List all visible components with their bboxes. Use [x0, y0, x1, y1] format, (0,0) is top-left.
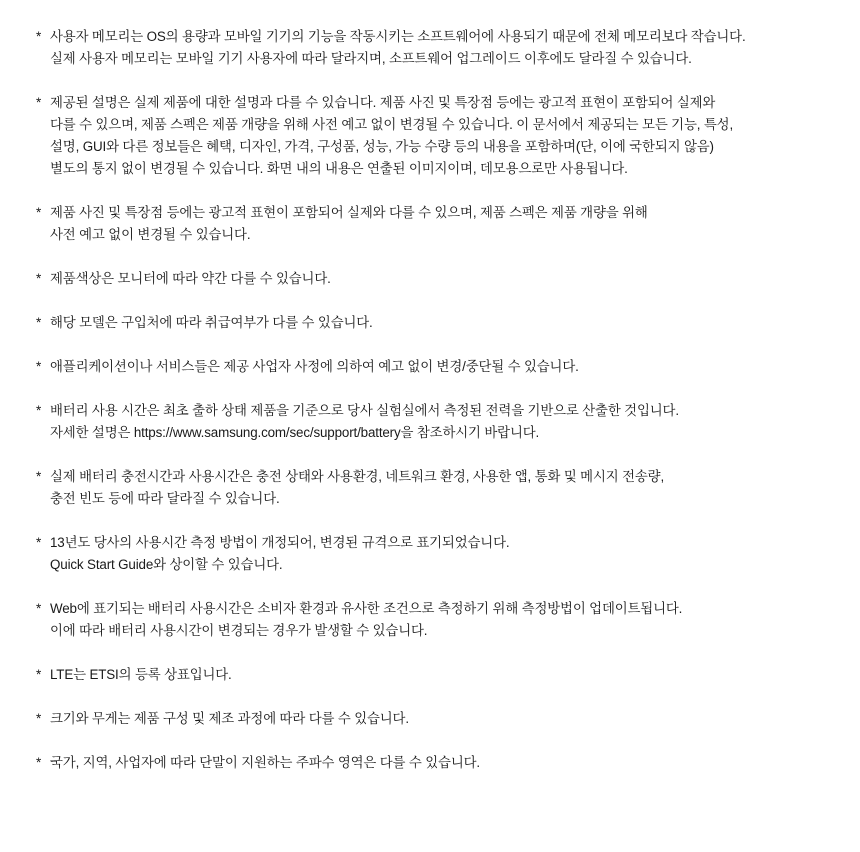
- note-measurement-method: [36, 532, 830, 576]
- note-line: 크기와 무게는 제품 구성 및 제조 과정에 따라 다를 수 있습니다.: [50, 711, 409, 726]
- bullet-marker: *: [36, 667, 42, 682]
- note-line: 자세한 설명은 https://www.samsung.com/sec/support/battery을 참조하시기 바랍니다.: [50, 425, 540, 440]
- note-text: [50, 752, 830, 774]
- note-line: 별도의 통지 없이 변경될 수 있습니다. 화면 내의 내용은 연출된 이미지이며, 데모용으로만 사용됩니다.: [50, 161, 628, 176]
- note-text: [50, 532, 830, 576]
- note-text: [50, 356, 830, 378]
- bullet-marker: *: [36, 469, 42, 484]
- note-line: 해당 모델은 구입처에 따라 취급여부가 다를 수 있습니다.: [50, 315, 373, 330]
- bullet-marker: *: [36, 315, 42, 330]
- note-battery-usage-time: [36, 400, 830, 444]
- note-text: [50, 202, 830, 246]
- note-user-memory: [36, 26, 830, 70]
- bullet-marker: *: [36, 711, 42, 726]
- bullet-marker: *: [36, 601, 42, 616]
- note-text: [50, 268, 830, 290]
- bullet-marker: *: [36, 755, 42, 770]
- note-text: [50, 400, 830, 444]
- note-description-difference: [36, 92, 830, 180]
- note-line: 13년도 당사의 사용시간 측정 방법이 개정되어, 변경된 규격으로 표기되었습니다.: [50, 535, 510, 550]
- note-battery-charging-time: [36, 466, 830, 510]
- bullet-marker: *: [36, 205, 42, 220]
- note-text: [50, 598, 830, 642]
- note-text: [50, 708, 830, 730]
- note-line: 다를 수 있으며, 제품 스펙은 제품 개량을 위해 사전 예고 없이 변경될 수 있습니다. 이 문서에서 제공되는 모든 기능, 특성,: [50, 117, 734, 132]
- note-text: [50, 26, 830, 70]
- note-size-weight: [36, 708, 830, 730]
- note-product-color: [36, 268, 830, 290]
- note-line: 설명, GUI와 다른 정보들은 혜택, 디자인, 가격, 구성품, 성능, 가능 수량 등의 내용을 포함하며(단, 이에 국한되지 않음): [50, 139, 714, 154]
- note-line: 제품 사진 및 특장점 등에는 광고적 표현이 포함되어 실제와 다를 수 있으며, 제품 스펙은 제품 개량을 위해: [50, 205, 648, 220]
- note-text: [50, 312, 830, 334]
- note-line: 실제 사용자 메모리는 모바일 기기 사용자에 따라 달라지며, 소프트웨어 업그레이드 이후에도 달라질 수 있습니다.: [50, 51, 692, 66]
- note-line: 사용자 메모리는 OS의 용량과 모바일 기기의 기능을 작동시키는 소프트웨어에 사용되기 때문에 전체 메모리보다 작습니다.: [50, 29, 746, 44]
- note-application-service: [36, 356, 830, 378]
- note-line: 애플리케이션이나 서비스들은 제공 사업자 사정에 의하여 예고 없이 변경/중단될 수 있습니다.: [50, 359, 579, 374]
- note-line: Quick Start Guide와 상이할 수 있습니다.: [50, 557, 283, 572]
- note-line: LTE는 ETSI의 등록 상표입니다.: [50, 667, 232, 682]
- note-line: 이에 따라 배터리 사용시간이 변경되는 경우가 발생할 수 있습니다.: [50, 623, 428, 638]
- note-line: 국가, 지역, 사업자에 따라 단말이 지원하는 주파수 영역은 다를 수 있습니다.: [50, 755, 480, 770]
- note-web-battery-time: [36, 598, 830, 642]
- bullet-marker: *: [36, 271, 42, 286]
- note-line: 충전 빈도 등에 따라 달라질 수 있습니다.: [50, 491, 280, 506]
- note-line: 사전 예고 없이 변경될 수 있습니다.: [50, 227, 251, 242]
- bullet-marker: *: [36, 535, 42, 550]
- note-line: 제품색상은 모니터에 따라 약간 다를 수 있습니다.: [50, 271, 331, 286]
- note-text: [50, 92, 830, 180]
- note-text: [50, 664, 830, 686]
- note-product-photo: [36, 202, 830, 246]
- note-lte-trademark: [36, 664, 830, 686]
- bullet-marker: *: [36, 95, 42, 110]
- bullet-marker: *: [36, 403, 42, 418]
- bullet-marker: *: [36, 29, 42, 44]
- note-line: 제공된 설명은 실제 제품에 대한 설명과 다를 수 있습니다. 제품 사진 및 특장점 등에는 광고적 표현이 포함되어 실제와: [50, 95, 716, 110]
- note-model-availability: [36, 312, 830, 334]
- note-text: [50, 466, 830, 510]
- bullet-marker: *: [36, 359, 42, 374]
- note-line: Web에 표기되는 배터리 사용시간은 소비자 환경과 유사한 조건으로 측정하기 위해 측정방법이 업데이트됩니다.: [50, 601, 683, 616]
- note-line: 실제 배터리 충전시간과 사용시간은 충전 상태와 사용환경, 네트워크 환경, 사용한 앱, 통화 및 메시지 전송량,: [50, 469, 665, 484]
- note-frequency-band: [36, 752, 830, 774]
- note-line: 배터리 사용 시간은 최초 출하 상태 제품을 기준으로 당사 실험실에서 측정된 전력을 기반으로 산출한 것입니다.: [50, 403, 679, 418]
